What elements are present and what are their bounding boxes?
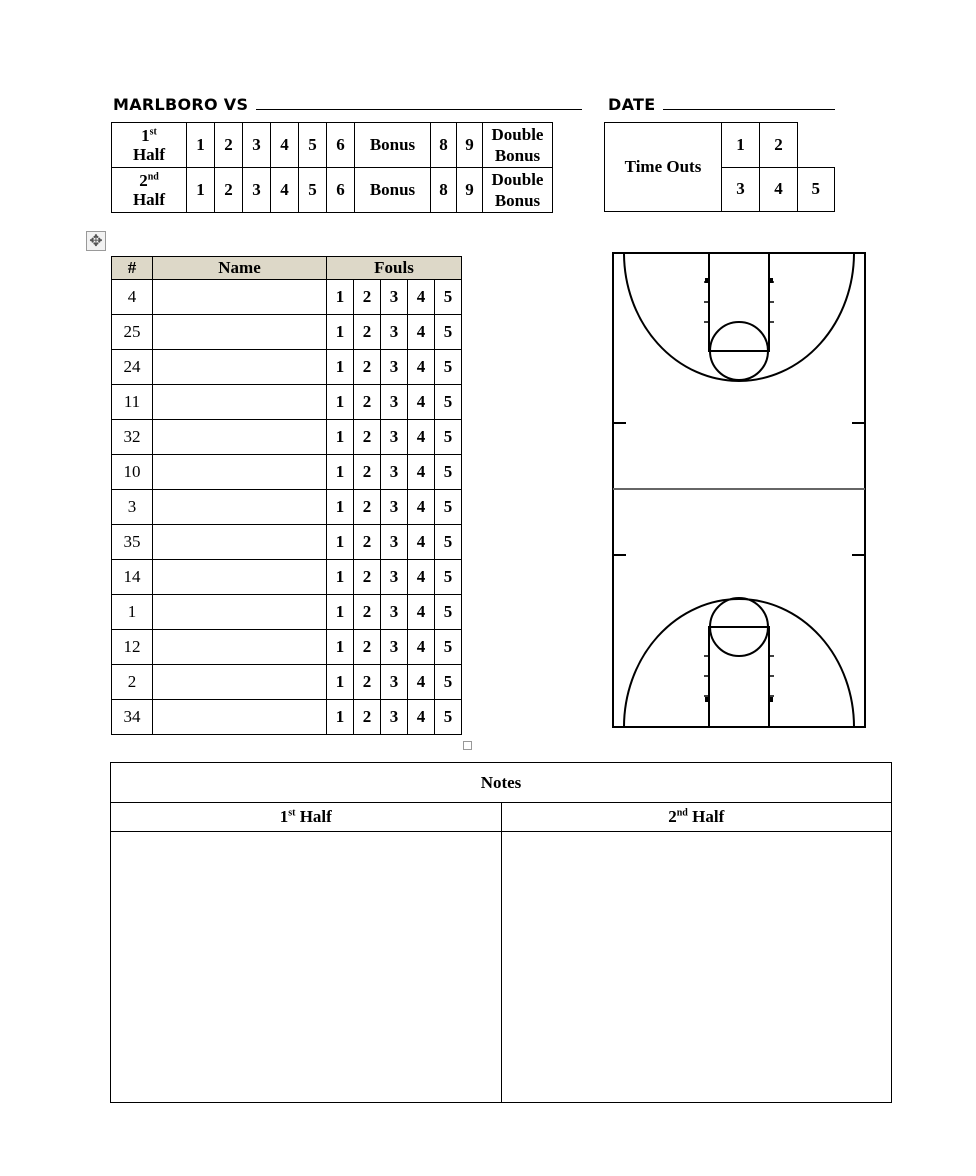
team-foul-box[interactable]: 9 [457, 168, 483, 213]
table-row [112, 630, 462, 665]
foul-box[interactable]: 2 [354, 280, 381, 315]
foul-box[interactable]: 1 [327, 700, 354, 735]
double-bonus-box[interactable]: Double Bonus [483, 123, 553, 168]
team-foul-box[interactable]: 8 [431, 123, 457, 168]
notes-second-half-area[interactable] [501, 832, 892, 1103]
foul-box[interactable]: 4 [408, 385, 435, 420]
player-number: 2 [112, 665, 153, 700]
timeout-box[interactable]: 4 [760, 167, 798, 212]
player-number: 25 [112, 315, 153, 350]
foul-box[interactable]: 3 [381, 560, 408, 595]
table-row [112, 455, 462, 490]
foul-box[interactable]: 2 [354, 315, 381, 350]
foul-box[interactable]: 2 [354, 700, 381, 735]
timeouts-table [604, 122, 835, 212]
player-name-field[interactable] [153, 630, 327, 665]
bonus-box[interactable]: Bonus [355, 168, 431, 213]
table-row [112, 665, 462, 700]
key-top [709, 253, 769, 351]
table-row [112, 700, 462, 735]
foul-box[interactable]: 2 [354, 525, 381, 560]
player-name-field[interactable] [153, 490, 327, 525]
foul-box[interactable]: 4 [408, 315, 435, 350]
team-foul-box[interactable]: 2 [215, 123, 243, 168]
team-foul-box[interactable]: 9 [457, 123, 483, 168]
foul-box[interactable]: 2 [354, 595, 381, 630]
foul-box[interactable]: 1 [327, 560, 354, 595]
player-name-field[interactable] [153, 280, 327, 315]
date-label: DATE [608, 95, 656, 114]
foul-box[interactable]: 4 [408, 665, 435, 700]
foul-box[interactable]: 3 [381, 665, 408, 700]
team-foul-box[interactable]: 3 [243, 168, 271, 213]
foul-box[interactable]: 5 [435, 490, 462, 525]
foul-box[interactable]: 4 [408, 455, 435, 490]
foul-box[interactable]: 4 [408, 700, 435, 735]
player-number: 34 [112, 700, 153, 735]
player-number: 14 [112, 560, 153, 595]
half-label: 2nd Half [112, 168, 187, 213]
team-foul-box[interactable]: 1 [187, 168, 215, 213]
player-number: 1 [112, 595, 153, 630]
half-row [112, 123, 553, 168]
foul-box[interactable]: 1 [327, 420, 354, 455]
foul-box[interactable]: 5 [435, 280, 462, 315]
foul-box[interactable]: 1 [327, 385, 354, 420]
foul-box[interactable]: 1 [327, 315, 354, 350]
roster-table [111, 256, 462, 735]
foul-box[interactable]: 5 [435, 455, 462, 490]
foul-box[interactable]: 1 [327, 280, 354, 315]
player-name-field[interactable] [153, 595, 327, 630]
foul-box[interactable]: 1 [327, 595, 354, 630]
table-row [112, 525, 462, 560]
double-bonus-box[interactable]: Double Bonus [483, 168, 553, 213]
key-bottom [709, 627, 769, 727]
team-foul-box[interactable]: 5 [299, 123, 327, 168]
empty-cell [798, 123, 835, 168]
timeout-box[interactable]: 1 [722, 123, 760, 168]
timeout-box[interactable]: 5 [798, 167, 835, 212]
foul-box[interactable]: 5 [435, 595, 462, 630]
foul-box[interactable]: 5 [435, 665, 462, 700]
team-foul-box[interactable]: 5 [299, 168, 327, 213]
player-name-field[interactable] [153, 455, 327, 490]
foul-box[interactable]: 4 [408, 490, 435, 525]
foul-box[interactable]: 1 [327, 525, 354, 560]
foul-box[interactable]: 5 [435, 525, 462, 560]
foul-box[interactable]: 3 [381, 525, 408, 560]
team-label: MARLBORO VS [113, 95, 249, 114]
foul-box[interactable]: 1 [327, 455, 354, 490]
date-blank[interactable] [663, 109, 835, 110]
foul-box[interactable]: 1 [327, 490, 354, 525]
team-foul-box[interactable]: 6 [327, 123, 355, 168]
foul-box[interactable]: 3 [381, 280, 408, 315]
foul-box[interactable]: 4 [408, 350, 435, 385]
player-name-field[interactable] [153, 385, 327, 420]
team-header [113, 95, 582, 114]
notes-title: Notes [111, 763, 892, 803]
player-number: 35 [112, 525, 153, 560]
resize-square-icon[interactable] [463, 741, 472, 750]
three-point-arc-top [624, 253, 854, 381]
table-row [112, 490, 462, 525]
player-name-field[interactable] [153, 350, 327, 385]
team-foul-box[interactable]: 4 [271, 168, 299, 213]
notes-first-half-header: 1st Half [111, 803, 502, 832]
player-name-field[interactable] [153, 420, 327, 455]
foul-box[interactable]: 2 [354, 385, 381, 420]
table-row [112, 315, 462, 350]
player-number: 4 [112, 280, 153, 315]
timeout-box[interactable]: 3 [722, 167, 760, 212]
foul-box[interactable]: 3 [381, 420, 408, 455]
bonus-box[interactable]: Bonus [355, 123, 431, 168]
table-row [112, 385, 462, 420]
foul-box[interactable]: 5 [435, 700, 462, 735]
timeouts-label: Time Outs [605, 123, 722, 212]
foul-box[interactable]: 4 [408, 560, 435, 595]
team-foul-box[interactable]: 3 [243, 123, 271, 168]
foul-box[interactable]: 2 [354, 560, 381, 595]
team-foul-box[interactable]: 1 [187, 123, 215, 168]
team-foul-box[interactable]: 4 [271, 123, 299, 168]
foul-box[interactable]: 5 [435, 315, 462, 350]
timeout-box[interactable]: 2 [760, 123, 798, 168]
half-row [112, 168, 553, 213]
player-number: 10 [112, 455, 153, 490]
player-number: 11 [112, 385, 153, 420]
foul-box[interactable]: 4 [408, 630, 435, 665]
foul-box[interactable]: 3 [381, 700, 408, 735]
foul-box[interactable]: 2 [354, 420, 381, 455]
table-row [112, 595, 462, 630]
player-number: 12 [112, 630, 153, 665]
number-header: # [112, 257, 153, 280]
half-label: 1st Half [112, 123, 187, 168]
three-point-arc-bottom [624, 599, 854, 727]
name-header: Name [153, 257, 327, 280]
notes-table [110, 762, 892, 1103]
foul-box[interactable]: 3 [381, 630, 408, 665]
player-name-field[interactable] [153, 560, 327, 595]
table-row [112, 280, 462, 315]
foul-box[interactable]: 3 [381, 350, 408, 385]
foul-box[interactable]: 5 [435, 420, 462, 455]
player-number: 32 [112, 420, 153, 455]
halves-table [111, 122, 553, 213]
foul-box[interactable]: 4 [408, 420, 435, 455]
opponent-blank[interactable] [256, 109, 582, 110]
table-row [112, 560, 462, 595]
player-name-field[interactable] [153, 700, 327, 735]
foul-box[interactable]: 2 [354, 665, 381, 700]
date-header [608, 95, 835, 114]
team-foul-box[interactable]: 8 [431, 168, 457, 213]
foul-box[interactable]: 4 [408, 595, 435, 630]
half-court-diagram [612, 252, 866, 728]
foul-box[interactable]: 3 [381, 595, 408, 630]
table-row [112, 420, 462, 455]
foul-box[interactable]: 3 [381, 385, 408, 420]
foul-box[interactable]: 3 [381, 455, 408, 490]
player-number: 24 [112, 350, 153, 385]
foul-box[interactable]: 2 [354, 350, 381, 385]
team-foul-box[interactable]: 2 [215, 168, 243, 213]
fouls-header: Fouls [327, 257, 462, 280]
move-arrows-icon[interactable]: ✥ [86, 231, 106, 251]
player-number: 3 [112, 490, 153, 525]
player-name-field[interactable] [153, 315, 327, 350]
foul-box[interactable]: 2 [354, 490, 381, 525]
foul-box[interactable]: 2 [354, 455, 381, 490]
foul-box[interactable]: 5 [435, 560, 462, 595]
foul-box[interactable]: 1 [327, 350, 354, 385]
foul-box[interactable]: 3 [381, 490, 408, 525]
notes-first-half-area[interactable] [111, 832, 502, 1103]
foul-box[interactable]: 1 [327, 665, 354, 700]
table-row [112, 350, 462, 385]
player-name-field[interactable] [153, 665, 327, 700]
foul-box[interactable]: 1 [327, 630, 354, 665]
foul-box[interactable]: 5 [435, 630, 462, 665]
foul-box[interactable]: 4 [408, 525, 435, 560]
foul-box[interactable]: 4 [408, 280, 435, 315]
notes-second-half-header: 2nd Half [501, 803, 892, 832]
foul-box[interactable]: 3 [381, 315, 408, 350]
foul-box[interactable]: 2 [354, 630, 381, 665]
foul-box[interactable]: 5 [435, 350, 462, 385]
team-foul-box[interactable]: 6 [327, 168, 355, 213]
player-name-field[interactable] [153, 525, 327, 560]
foul-box[interactable]: 5 [435, 385, 462, 420]
